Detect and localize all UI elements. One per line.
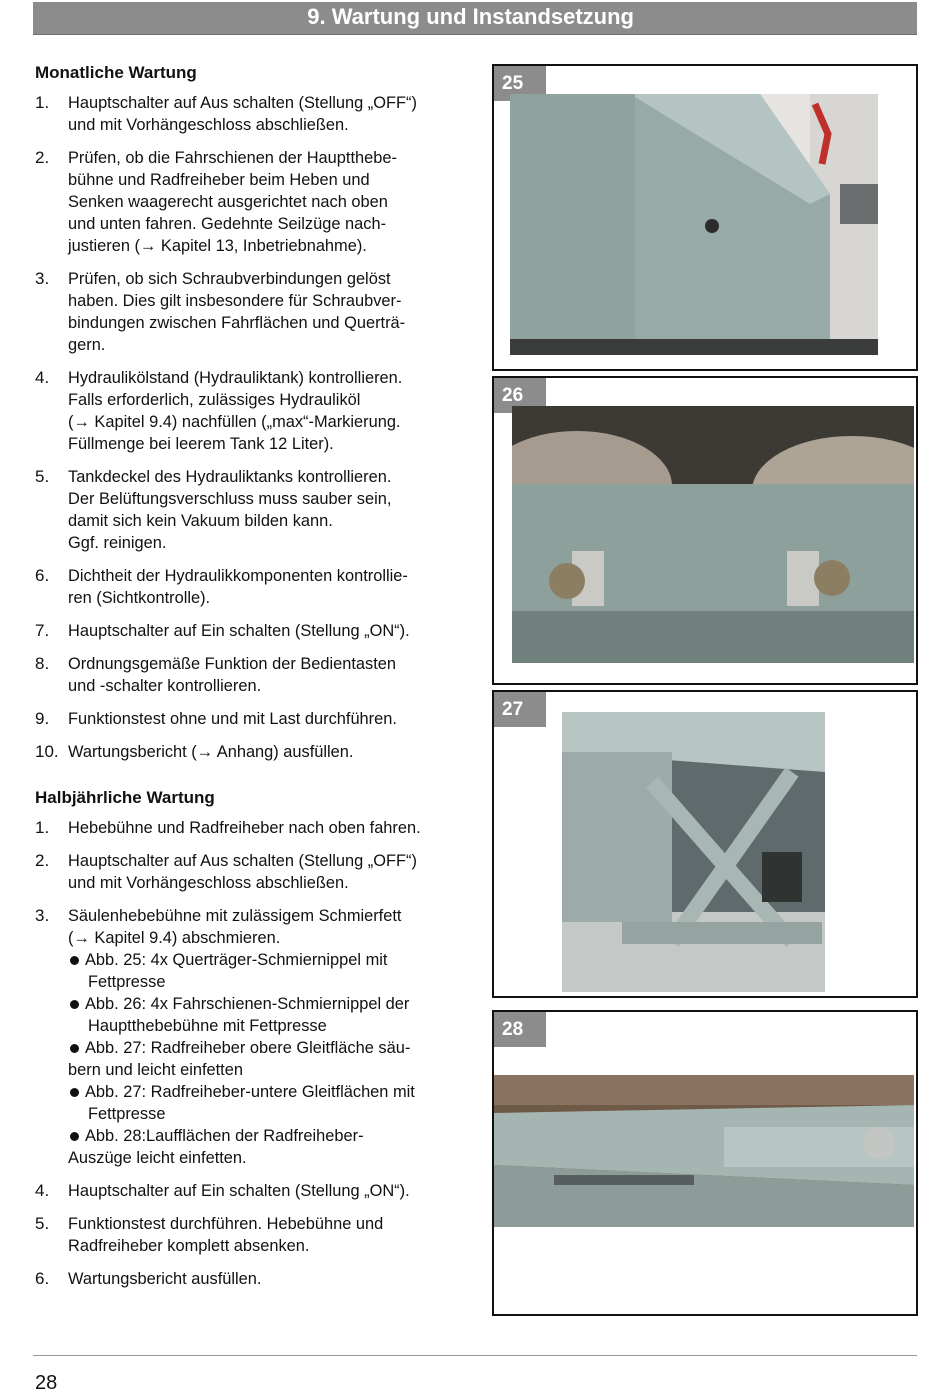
step-text: Dichtheit der Hydraulikkomponenten kontrollie-	[68, 567, 408, 585]
step-text: Tankdeckel des Hydrauliktanks kontrollieren.	[68, 468, 392, 486]
step-text: Hauptschalter auf Aus schalten (Stellung „OFF“)	[68, 94, 417, 112]
step-text: Funktionstest durchführen. Hebebühne und	[68, 1215, 384, 1233]
page-title: 9. Wartung und Instandsetzung	[307, 4, 634, 29]
step-text: bühne und Radfreiheber beim Heben und	[68, 171, 370, 189]
step-text: justieren (→ Kapitel 13, Inbetriebnahme).	[68, 237, 367, 255]
bullet-item	[68, 1125, 475, 1147]
step-number: 1.	[35, 93, 50, 112]
step-text: Prüfen, ob die Fahrschienen der Hauptthebe-	[68, 149, 397, 167]
monthly-step-4	[35, 367, 475, 455]
bullet-dot-icon	[70, 1000, 79, 1009]
bullet-text: Fettpresse	[88, 973, 166, 991]
bullet-text: bern und leicht einfetten	[68, 1061, 243, 1079]
halfyear-step-6	[35, 1268, 475, 1290]
monthly-step-2	[35, 147, 475, 257]
step-text: Wartungsbericht (→ Anhang) ausfüllen.	[68, 743, 354, 761]
bullet-text: Auszüge leicht einfetten.	[68, 1149, 247, 1167]
figure-25-photo	[510, 94, 878, 355]
step-number: 4.	[35, 1181, 50, 1200]
halfyear-step-2	[35, 850, 475, 894]
monthly-title: Monatliche Wartung	[35, 63, 197, 82]
step-number: 6.	[35, 1269, 50, 1288]
bullet-dot-icon	[70, 1132, 79, 1141]
figure-label: 28	[494, 1012, 546, 1047]
figure-28	[492, 1010, 918, 1316]
figure-28-photo	[494, 1075, 914, 1227]
step-number: 3.	[35, 906, 50, 925]
step-text: (→ Kapitel 9.4) abschmieren.	[68, 929, 281, 947]
figure-label: 26	[494, 378, 546, 413]
step-number: 2.	[35, 851, 50, 870]
step-text: gern.	[68, 336, 106, 354]
step-text: und -schalter kontrollieren.	[68, 677, 262, 695]
step-text: Wartungsbericht ausfüllen.	[68, 1270, 262, 1288]
step-number: 6.	[35, 566, 50, 585]
monthly-step-6	[35, 565, 475, 609]
bullet-text: Abb. 27: Radfreiheber obere Gleitfläche säu-	[85, 1039, 411, 1057]
monthly-step-1	[35, 92, 475, 136]
step-number: 2.	[35, 148, 50, 167]
step-number: 5.	[35, 467, 50, 486]
step-text: ren (Sichtkontrolle).	[68, 589, 211, 607]
step-text: und mit Vorhängeschloss abschließen.	[68, 874, 349, 892]
bullet-item	[68, 993, 475, 1015]
step-text: Falls erforderlich, zulässiges Hydrauliköl	[68, 391, 361, 409]
step-text: Senken waagerecht ausgerichtet nach oben	[68, 193, 388, 211]
bullet-text: Abb. 27: Radfreiheber-untere Gleitflächen mit	[85, 1083, 415, 1101]
step-text: damit sich kein Vakuum bilden kann.	[68, 512, 333, 530]
page-number: 28	[35, 1372, 58, 1394]
bullet-text: Abb. 26: 4x Fahrschienen-Schmiernippel der	[85, 995, 410, 1013]
bullet-dot-icon	[70, 1088, 79, 1097]
step-number: 1.	[35, 818, 50, 837]
monthly-step-8	[35, 653, 475, 697]
footer-divider	[33, 1355, 917, 1356]
step-number: 5.	[35, 1214, 50, 1233]
halfyear-step-5	[35, 1213, 475, 1257]
halfyear-step-4	[35, 1180, 475, 1202]
monthly-step-3	[35, 268, 475, 356]
step-text: Hydraulikölstand (Hydrauliktank) kontrollieren.	[68, 369, 403, 387]
step-text: haben. Dies gilt insbesondere für Schraubver-	[68, 292, 402, 310]
step-text: Füllmenge bei leerem Tank 12 Liter).	[68, 435, 334, 453]
bullet-dot-icon	[70, 956, 79, 965]
figure-27	[492, 690, 918, 998]
halfyear-steps	[35, 817, 475, 1290]
bullet-text: Abb. 28:Laufflächen der Radfreiheber-	[85, 1127, 364, 1145]
figure-25	[492, 64, 918, 371]
left-column	[35, 62, 475, 1301]
step-number: 9.	[35, 709, 50, 728]
figure-26	[492, 376, 918, 685]
step-text: Der Belüftungsverschluss muss sauber sein,	[68, 490, 392, 508]
monthly-step-5	[35, 466, 475, 554]
figure-label: 27	[494, 692, 546, 727]
step-text: Hebebühne und Radfreiheber nach oben fahren.	[68, 819, 421, 837]
header-bar	[33, 2, 917, 35]
step-text: Ggf. reinigen.	[68, 534, 167, 552]
step-number: 3.	[35, 269, 50, 288]
step-text: und mit Vorhängeschloss abschließen.	[68, 116, 349, 134]
halfyear-step-3	[35, 905, 475, 1169]
step-number: 10.	[35, 742, 59, 761]
step-number: 4.	[35, 368, 50, 387]
step-text: Prüfen, ob sich Schraubverbindungen gelöst	[68, 270, 391, 288]
monthly-step-10	[35, 741, 475, 763]
monthly-step-9	[35, 708, 475, 730]
bullet-text: Hauptthebebühne mit Fettpresse	[88, 1017, 327, 1035]
figure-label: 25	[494, 66, 546, 101]
bullet-item	[68, 949, 475, 971]
step-text: Radfreiheber komplett absenken.	[68, 1237, 310, 1255]
monthly-step-7	[35, 620, 475, 642]
step-text: Hauptschalter auf Aus schalten (Stellung „OFF“)	[68, 852, 417, 870]
step-text: und unten fahren. Gedehnte Seilzüge nach-	[68, 215, 387, 233]
figure-26-photo	[512, 406, 914, 663]
halfyear-title: Halbjährliche Wartung	[35, 788, 215, 807]
bullet-text: Abb. 25: 4x Querträger-Schmiernippel mit	[85, 951, 388, 969]
halfyear-step-1	[35, 817, 475, 839]
step-text: bindungen zwischen Fahrflächen und Querträ-	[68, 314, 406, 332]
figure-27-photo	[562, 712, 825, 992]
bullet-text: Fettpresse	[88, 1105, 166, 1123]
bullet-item	[68, 1037, 475, 1059]
step-text: Hauptschalter auf Ein schalten (Stellung „ON“).	[68, 622, 410, 640]
bullet-dot-icon	[70, 1044, 79, 1053]
step-number: 8.	[35, 654, 50, 673]
monthly-steps	[35, 92, 475, 763]
step-text: Funktionstest ohne und mit Last durchführen.	[68, 710, 397, 728]
step-text: Hauptschalter auf Ein schalten (Stellung „ON“).	[68, 1182, 410, 1200]
step-text: Ordnungsgemäße Funktion der Bedientasten	[68, 655, 397, 673]
step-text: (→ Kapitel 9.4) nachfüllen („max“-Markierung.	[68, 413, 401, 431]
bullet-item	[68, 1081, 475, 1103]
step-number: 7.	[35, 621, 50, 640]
step-text: Säulenhebebühne mit zulässigem Schmierfett	[68, 907, 402, 925]
